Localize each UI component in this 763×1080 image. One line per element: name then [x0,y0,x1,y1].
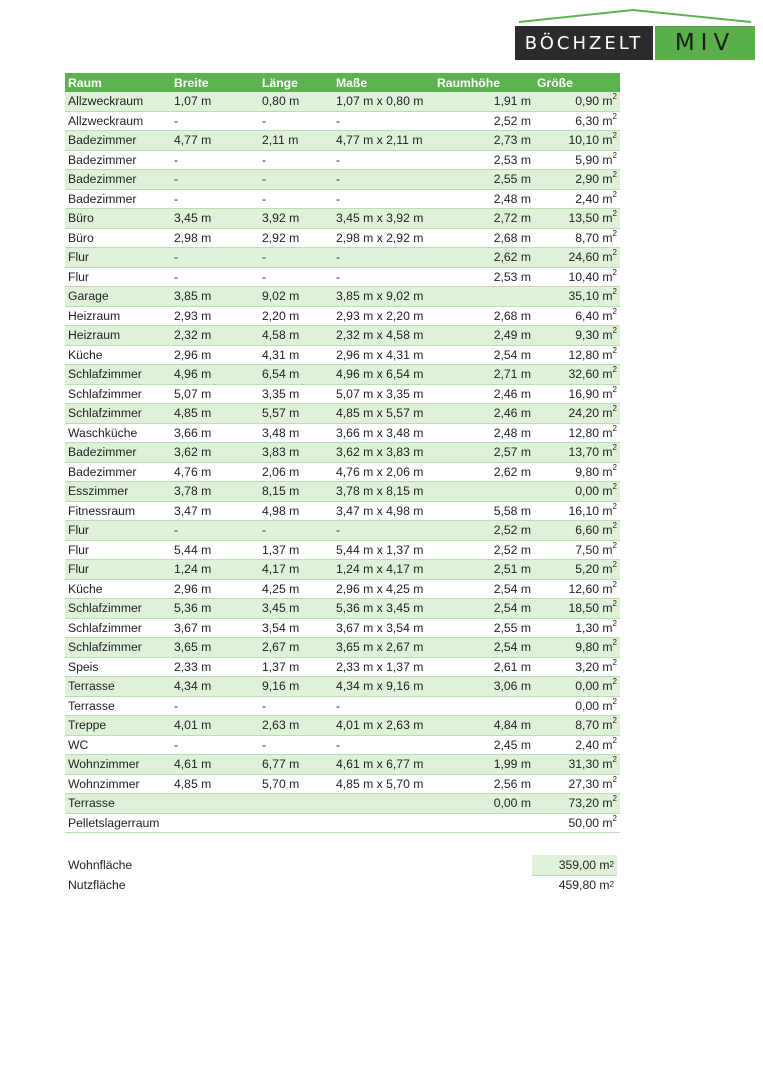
room-width: - [171,521,259,541]
room-area: 5,20 $m^2$ [534,560,620,580]
table-row [65,735,620,755]
room-dimensions: 1,24 m x 4,17 m [333,560,434,580]
room-width: 2,93 m [171,306,259,326]
table-row [65,150,620,170]
wohnflaeche-label: Wohnfläche [68,858,133,872]
room-width: 2,33 m [171,657,259,677]
room-name: Badezimmer [65,131,171,151]
room-width: 1,24 m [171,560,259,580]
room-height: 2,73 m [434,131,534,151]
room-name: Heizraum [65,306,171,326]
room-width: 3,47 m [171,501,259,521]
room-length: 0,80 m [259,92,333,111]
room-width: 4,34 m [171,677,259,697]
room-name: Fitnessraum [65,501,171,521]
room-height: 2,71 m [434,365,534,385]
room-area: 0,00 $m^2$ [534,696,620,716]
room-width: 3,65 m [171,638,259,658]
room-dimensions: 2,93 m x 2,20 m [333,306,434,326]
room-width: 3,85 m [171,287,259,307]
room-dimensions: - [333,696,434,716]
room-dimensions: 4,85 m x 5,70 m [333,774,434,794]
room-dimensions: 4,34 m x 9,16 m [333,677,434,697]
room-dimensions: 2,96 m x 4,31 m [333,345,434,365]
room-dimensions: 2,96 m x 4,25 m [333,579,434,599]
room-height: 2,62 m [434,248,534,268]
room-area: 0,00 $m^2$ [534,677,620,697]
room-height: 4,84 m [434,716,534,736]
room-dimensions: 3,85 m x 9,02 m [333,287,434,307]
table-body [65,92,620,833]
table-row [65,443,620,463]
room-area: 7,50 $m^2$ [534,540,620,560]
room-dimensions: - [333,521,434,541]
room-width: 3,67 m [171,618,259,638]
room-name: Büro [65,228,171,248]
room-name: Wohnzimmer [65,755,171,775]
room-width: - [171,267,259,287]
room-length: 2,20 m [259,306,333,326]
room-height [434,696,534,716]
room-area: 9,80 $m^2$ [534,462,620,482]
room-dimensions: 4,01 m x 2,63 m [333,716,434,736]
room-height: 1,99 m [434,755,534,775]
room-height: 2,52 m [434,521,534,541]
room-width: 4,61 m [171,755,259,775]
room-dimensions: - [333,150,434,170]
room-area: 6,30 $m^2$ [534,111,620,131]
room-area: 31,30 $m^2$ [534,755,620,775]
room-height: 2,52 m [434,111,534,131]
room-length: - [259,150,333,170]
room-area: 27,30 $m^2$ [534,774,620,794]
room-width: - [171,170,259,190]
room-height [434,482,534,502]
room-name: Flur [65,267,171,287]
table-row [65,482,620,502]
room-name: Flur [65,540,171,560]
room-area: 9,80 $m^2$ [534,638,620,658]
room-height: 2,54 m [434,345,534,365]
room-width: 5,07 m [171,384,259,404]
table-row [65,813,620,833]
room-height: 2,62 m [434,462,534,482]
room-name: WC [65,735,171,755]
room-length: 3,54 m [259,618,333,638]
room-width [171,794,259,814]
room-length: 1,37 m [259,540,333,560]
room-height: 2,55 m [434,618,534,638]
room-height: 2,54 m [434,638,534,658]
room-length: - [259,735,333,755]
room-width: - [171,150,259,170]
room-name: Badezimmer [65,189,171,209]
table-row [65,462,620,482]
room-length: 3,45 m [259,599,333,619]
room-area: 24,20 $m^2$ [534,404,620,424]
table-row [65,345,620,365]
room-name: Schlafzimmer [65,618,171,638]
room-length: 9,02 m [259,287,333,307]
table-row [65,618,620,638]
room-name: Speis [65,657,171,677]
room-table [65,73,620,833]
room-width: 2,98 m [171,228,259,248]
room-width: 5,44 m [171,540,259,560]
room-length: 4,31 m [259,345,333,365]
room-dimensions: - [333,735,434,755]
room-dimensions: 4,76 m x 2,06 m [333,462,434,482]
header-breite: Breite [171,73,259,92]
room-area: 0,00 $m^2$ [534,482,620,502]
room-height: 2,49 m [434,326,534,346]
room-width: 1,07 m [171,92,259,111]
room-length: 3,83 m [259,443,333,463]
room-length: 5,70 m [259,774,333,794]
table-row [65,696,620,716]
room-height: 2,48 m [434,189,534,209]
room-height: 2,57 m [434,443,534,463]
room-width: - [171,111,259,131]
room-area: 12,60 $m^2$ [534,579,620,599]
area-summary [65,855,620,895]
room-dimensions: 5,36 m x 3,45 m [333,599,434,619]
room-length: 3,48 m [259,423,333,443]
room-dimensions: 2,33 m x 1,37 m [333,657,434,677]
room-name: Büro [65,209,171,229]
summary-row-wohnflaeche [65,855,620,875]
room-area: 6,40 $m^2$ [534,306,620,326]
room-name: Schlafzimmer [65,384,171,404]
room-area: 16,90 $m^2$ [534,384,620,404]
room-area: 73,20 $m^2$ [534,794,620,814]
room-width: 3,62 m [171,443,259,463]
room-area: 50,00 $m^2$ [534,813,620,833]
room-dimensions: 5,44 m x 1,37 m [333,540,434,560]
room-dimensions: 4,61 m x 6,77 m [333,755,434,775]
table-row [65,638,620,658]
room-length: 2,11 m [259,131,333,151]
room-width [171,813,259,833]
room-name: Flur [65,521,171,541]
room-dimensions: - [333,189,434,209]
room-length: 4,17 m [259,560,333,580]
room-dimensions: - [333,267,434,287]
room-height: 2,52 m [434,540,534,560]
room-name: Heizraum [65,326,171,346]
room-dimensions: 5,07 m x 3,35 m [333,384,434,404]
room-length: 4,25 m [259,579,333,599]
room-area: 10,10 $m^2$ [534,131,620,151]
table-row [65,365,620,385]
room-width: 4,85 m [171,774,259,794]
table-row [65,501,620,521]
table-row [65,189,620,209]
room-area: 13,50 $m^2$ [534,209,620,229]
room-name: Küche [65,579,171,599]
table-row [65,267,620,287]
room-height: 5,58 m [434,501,534,521]
room-width: 4,76 m [171,462,259,482]
logo-name: BÖCHZELT [515,26,653,60]
room-dimensions: 2,98 m x 2,92 m [333,228,434,248]
room-height: 2,72 m [434,209,534,229]
room-height: 2,54 m [434,579,534,599]
table-header-row [65,73,620,92]
room-name: Badezimmer [65,170,171,190]
room-height: 2,45 m [434,735,534,755]
room-height: 2,54 m [434,599,534,619]
table-row [65,755,620,775]
table-row [65,92,620,111]
table-row [65,716,620,736]
table-row [65,326,620,346]
room-width: 3,45 m [171,209,259,229]
room-length: 5,57 m [259,404,333,424]
room-dimensions: 3,47 m x 4,98 m [333,501,434,521]
room-name: Schlafzimmer [65,404,171,424]
room-name: Wohnzimmer [65,774,171,794]
room-length: 1,37 m [259,657,333,677]
room-dimensions: 4,77 m x 2,11 m [333,131,434,151]
room-height [434,813,534,833]
table-row [65,521,620,541]
room-area: 6,60 $m^2$ [534,521,620,541]
room-height: 2,53 m [434,150,534,170]
room-dimensions [333,794,434,814]
room-length: - [259,696,333,716]
room-name: Garage [65,287,171,307]
room-length: 2,67 m [259,638,333,658]
nutzflaeche-label: Nutzfläche [68,878,126,892]
room-height [434,287,534,307]
room-name: Pelletslagerraum [65,813,171,833]
room-height: 0,00 m [434,794,534,814]
room-area: 16,10 $m^2$ [534,501,620,521]
room-name: Schlafzimmer [65,365,171,385]
room-height: 2,55 m [434,170,534,190]
room-name: Waschküche [65,423,171,443]
room-height: 3,06 m [434,677,534,697]
room-area: 12,80 $m^2$ [534,423,620,443]
roof-icon [515,6,755,28]
room-name: Flur [65,248,171,268]
room-dimensions: 3,65 m x 2,67 m [333,638,434,658]
room-length [259,794,333,814]
room-dimensions: 3,78 m x 8,15 m [333,482,434,502]
room-width: 4,96 m [171,365,259,385]
header-raumhoehe: Raumhöhe [434,73,534,92]
room-area: 10,40 $m^2$ [534,267,620,287]
room-length: - [259,189,333,209]
room-width: 4,85 m [171,404,259,424]
room-length: 9,16 m [259,677,333,697]
room-dimensions: 3,67 m x 3,54 m [333,618,434,638]
room-height: 2,56 m [434,774,534,794]
room-width: - [171,248,259,268]
room-name: Badezimmer [65,462,171,482]
room-name: Terrasse [65,677,171,697]
room-dimensions: 3,45 m x 3,92 m [333,209,434,229]
room-length: - [259,248,333,268]
room-length: 2,06 m [259,462,333,482]
room-dimensions: 3,66 m x 3,48 m [333,423,434,443]
room-length: - [259,267,333,287]
table-row [65,540,620,560]
room-name: Küche [65,345,171,365]
header-laenge: Länge [259,73,333,92]
table-row [65,287,620,307]
room-area: 8,70 $m^2$ [534,228,620,248]
room-length: 2,92 m [259,228,333,248]
room-length: - [259,111,333,131]
room-width: 4,01 m [171,716,259,736]
nutzflaeche-value: 459,80 m 2 [558,878,614,892]
room-height: 2,68 m [434,306,534,326]
room-width: 2,96 m [171,345,259,365]
table-row [65,560,620,580]
room-name: Schlafzimmer [65,599,171,619]
room-area: 12,80 $m^2$ [534,345,620,365]
room-name: Badezimmer [65,150,171,170]
logo-suffix: MIV [653,26,755,60]
room-dimensions: 1,07 m x 0,80 m [333,92,434,111]
room-width: 2,32 m [171,326,259,346]
room-length: - [259,521,333,541]
table-row [65,170,620,190]
table-row [65,423,620,443]
room-dimensions: 3,62 m x 3,83 m [333,443,434,463]
room-width: 3,78 m [171,482,259,502]
room-height: 2,46 m [434,384,534,404]
room-width: 3,66 m [171,423,259,443]
table-row [65,794,620,814]
room-width: - [171,189,259,209]
table-row [65,306,620,326]
room-name: Esszimmer [65,482,171,502]
room-length: 4,58 m [259,326,333,346]
room-area: 8,70 $m^2$ [534,716,620,736]
room-name: Terrasse [65,696,171,716]
room-area: 2,40 $m^2$ [534,735,620,755]
room-area: 2,40 $m^2$ [534,189,620,209]
room-length: 3,35 m [259,384,333,404]
room-dimensions: 2,32 m x 4,58 m [333,326,434,346]
room-height: 2,51 m [434,560,534,580]
room-dimensions: - [333,111,434,131]
room-name: Treppe [65,716,171,736]
header-groesse: Größe [534,73,620,92]
room-area: 1,30 $m^2$ [534,618,620,638]
room-dimensions: - [333,170,434,190]
room-length: 4,98 m [259,501,333,521]
table-row [65,228,620,248]
room-dimensions [333,813,434,833]
room-area: 5,90 $m^2$ [534,150,620,170]
table-row [65,774,620,794]
table-row [65,677,620,697]
room-length: 6,54 m [259,365,333,385]
room-name: Flur [65,560,171,580]
table-row [65,248,620,268]
room-dimensions: - [333,248,434,268]
room-area: 2,90 $m^2$ [534,170,620,190]
room-length: 2,63 m [259,716,333,736]
room-name: Allzweckraum [65,111,171,131]
table-row [65,579,620,599]
table-row [65,599,620,619]
room-area: 13,70 $m^2$ [534,443,620,463]
room-area: 24,60 $m^2$ [534,248,620,268]
room-width: - [171,696,259,716]
room-dimensions: 4,96 m x 6,54 m [333,365,434,385]
summary-row-nutzflaeche [65,875,620,895]
table-row [65,111,620,131]
table-row [65,384,620,404]
room-height: 2,61 m [434,657,534,677]
room-height: 2,48 m [434,423,534,443]
room-width: - [171,735,259,755]
room-name: Terrasse [65,794,171,814]
room-area: 0,90 $m^2$ [534,92,620,111]
table-row [65,657,620,677]
room-area: 32,60 $m^2$ [534,365,620,385]
room-width: 5,36 m [171,599,259,619]
header-raum: Raum [65,73,171,92]
room-length [259,813,333,833]
room-width: 4,77 m [171,131,259,151]
room-height: 2,46 m [434,404,534,424]
room-dimensions: 4,85 m x 5,57 m [333,404,434,424]
room-height: 2,53 m [434,267,534,287]
room-length: - [259,170,333,190]
room-area: 9,30 $m^2$ [534,326,620,346]
room-area: 35,10 $m^2$ [534,287,620,307]
table-row [65,404,620,424]
table-row [65,209,620,229]
header-masse: Maße [333,73,434,92]
wohnflaeche-value: 359,00 m 2 [532,855,617,876]
room-height: 1,91 m [434,92,534,111]
room-area: 18,50 $m^2$ [534,599,620,619]
room-length: 6,77 m [259,755,333,775]
room-area: 3,20 $m^2$ [534,657,620,677]
room-name: Allzweckraum [65,92,171,111]
table-row [65,131,620,151]
room-length: 8,15 m [259,482,333,502]
room-height: 2,68 m [434,228,534,248]
room-name: Badezimmer [65,443,171,463]
room-width: 2,96 m [171,579,259,599]
room-name: Schlafzimmer [65,638,171,658]
room-length: 3,92 m [259,209,333,229]
company-logo [515,6,755,56]
